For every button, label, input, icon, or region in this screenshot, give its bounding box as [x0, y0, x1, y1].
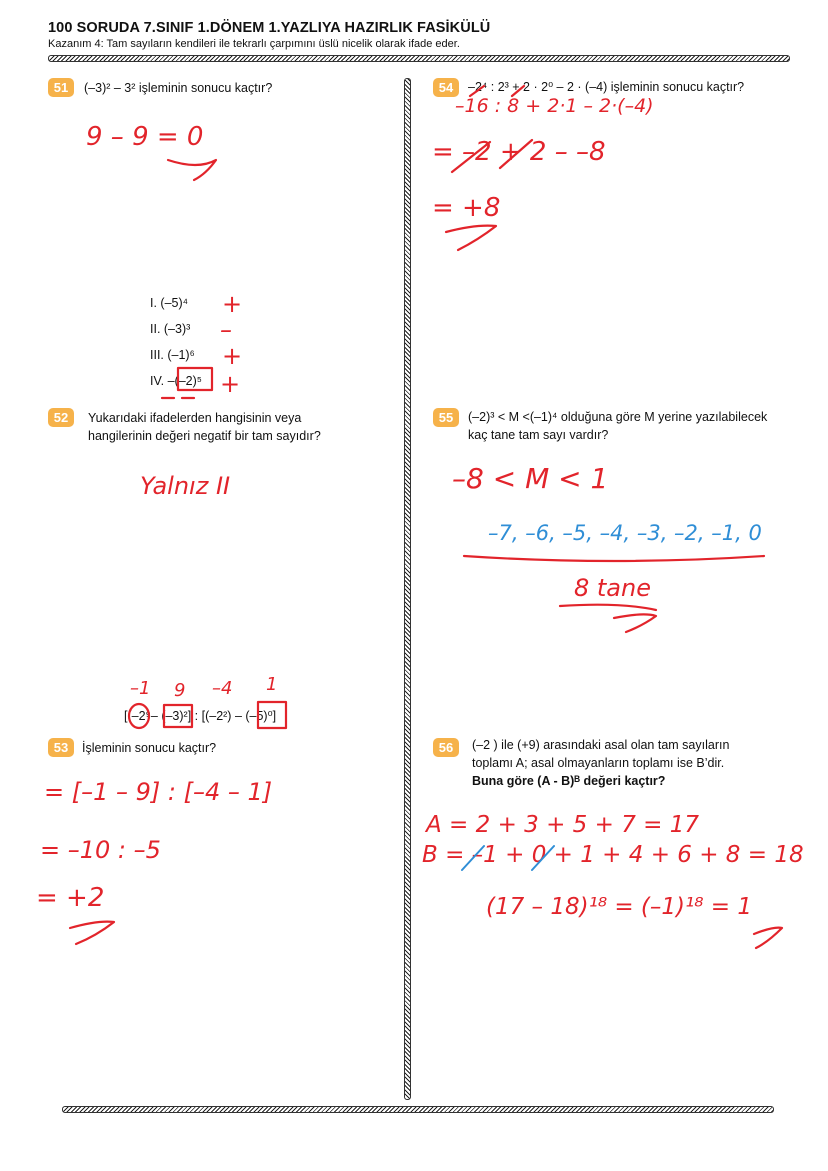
hw-q52-sign-1: + — [222, 290, 243, 318]
question-number-52: 52 — [48, 408, 74, 427]
item-iii: III. (–1)⁶ — [150, 348, 195, 362]
column-divider — [404, 78, 411, 1100]
hw-q51-check — [168, 160, 216, 180]
question-55-line2: kaç tane tam sayı vardır? — [468, 428, 609, 442]
hw-q51-answer: 9 – 9 = 0 — [86, 122, 204, 152]
hw-q56-cancel — [462, 846, 554, 870]
hw-q55-line-1: –8 < M < 1 — [452, 462, 609, 495]
hw-q55-list: –7, –6, –5, –4, –3, –2, –1, 0 — [488, 521, 762, 545]
item-iv: IV. –(–2)⁵ — [150, 374, 202, 388]
question-52-line2: hangilerinin değeri negatif bir tam sayıdır? — [88, 429, 321, 443]
hw-q55-check — [614, 614, 656, 632]
hw-q53-line-2: = –10 : –5 — [40, 836, 161, 864]
hw-q52-answer: Yalnız II — [140, 472, 231, 500]
question-52-line1: Yukarıdaki ifadelerden hangisinin veya — [88, 411, 302, 425]
question-56-line3: Buna göre (A - B)ᴮ değeri kaçtır? — [472, 774, 666, 788]
hw-q52-sign-3: + — [222, 342, 243, 370]
hw-q53-above-2: 9 — [174, 680, 186, 701]
item-ii: II. (–3)³ — [150, 322, 191, 336]
hw-q55-answer: 8 tane — [574, 574, 651, 602]
question-number-51: 51 — [48, 78, 74, 97]
header-divider — [48, 55, 790, 62]
question-53-expression: [(–2⁹– (–3)²] : [(–2²) – (–5)⁰] — [124, 709, 277, 723]
page-title: 100 SORUDA 7.SINIF 1.DÖNEM 1.YAZLIYA HAZIRLIK FASİKÜLÜ — [48, 20, 491, 36]
question-number-54: 54 — [433, 78, 459, 97]
hw-q56-b: B = –1 + 0 + 1 + 4 + 6 + 8 = 18 — [422, 842, 804, 868]
hw-q54-strike-2 — [452, 140, 532, 172]
hw-q55-underline — [464, 556, 764, 561]
question-51-text: (–3)² – 3² işleminin sonucu kaçtır? — [84, 81, 273, 95]
question-56-line1: (–2 ) ile (+9) arasındaki asal olan tam sayıların — [472, 738, 730, 752]
hw-q56-a: A = 2 + 3 + 5 + 7 = 17 — [426, 812, 700, 838]
hw-q52-sign-2: – — [220, 316, 232, 344]
hw-q54-line-1: –16 : 8 + 2·1 – 2·(–4) — [455, 95, 654, 117]
footer-divider — [62, 1106, 774, 1113]
question-52-items — [150, 290, 202, 394]
hw-q54-check — [446, 226, 496, 250]
hw-q53-above-3: –4 — [212, 678, 233, 699]
question-53-text: İşleminin sonucu kaçtır? — [82, 741, 217, 755]
item-i: I. (–5)⁴ — [150, 296, 189, 310]
question-number-55: 55 — [433, 408, 459, 427]
question-54-text: –2⁴ : 2³ + 2 · 2⁰ – 2 · (–4) işleminin sonucu kaçtır? — [468, 80, 745, 94]
hw-q54-line-3: = +8 — [432, 193, 501, 223]
hw-q55-underline-2 — [560, 605, 656, 610]
question-55-line1: (–2)³ < M <(–1)⁴ olduğuna göre M yerine yazılabilecek — [468, 410, 768, 424]
question-number-53: 53 — [48, 738, 74, 757]
hw-q53-line-3: = +2 — [36, 883, 105, 913]
hw-q54-line-2: = –2 + 2 – –8 — [432, 137, 606, 167]
hw-q53-line-1: = [–1 – 9] : [–4 – 1] — [44, 778, 273, 806]
hw-q56-check — [754, 928, 782, 948]
hw-q53-above-4: 1 — [266, 674, 278, 695]
page-subtitle: Kazanım 4: Tam sayıların kendileri ile tekrarlı çarpımını üslü nicelik olarak ifade eder. — [48, 38, 460, 50]
hw-q56-result: (17 – 18)¹⁸ = (–1)¹⁸ = 1 — [486, 894, 752, 920]
hw-q53-check — [70, 922, 114, 944]
question-56-line2: toplamı A; asal olmayanların toplamı ise B’dir. — [472, 756, 725, 770]
hw-q53-above-1: –1 — [130, 678, 151, 699]
hw-q52-sign-4: + — [220, 370, 241, 398]
question-number-56: 56 — [433, 738, 459, 757]
